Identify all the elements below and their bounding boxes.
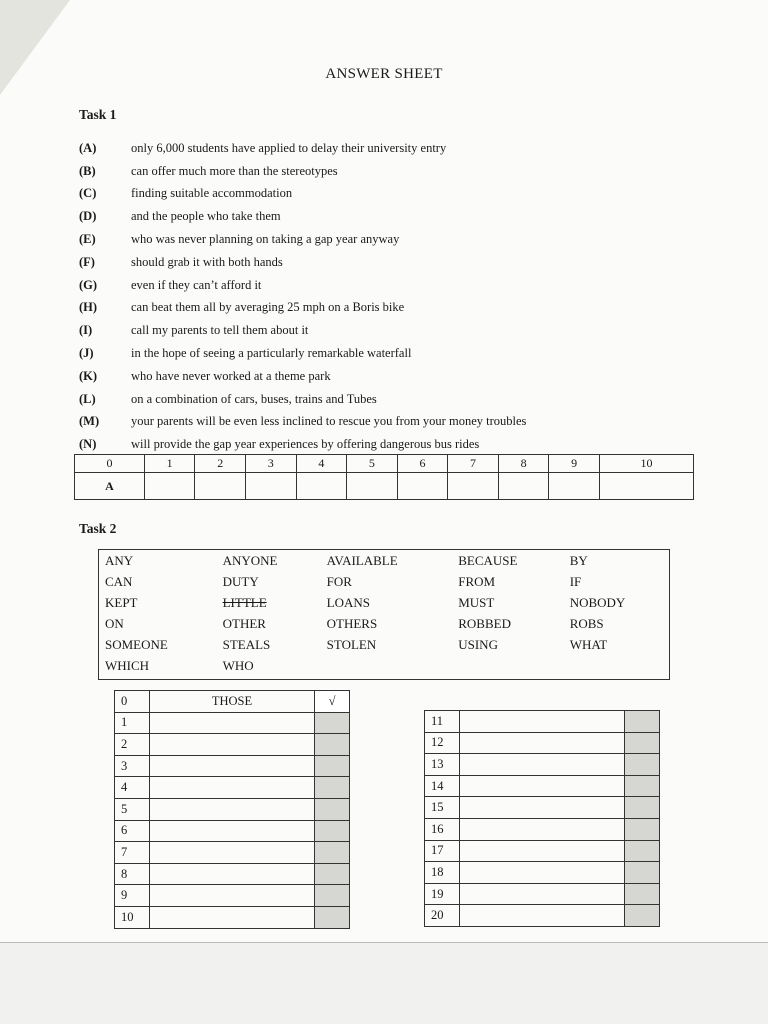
task2-answer-row [425,711,660,733]
task2-word-row [99,613,669,634]
task2-check-cell [315,842,350,864]
task2-answer-row [115,798,350,820]
task1-options-list [79,137,699,456]
task2-check-cell [315,906,350,928]
task2-word: STOLEN [326,636,377,652]
task2-check-cell [315,798,350,820]
task1-grid-answer-cell[interactable] [347,473,398,500]
task1-option-letter: (E) [79,232,96,247]
task2-answer-cell[interactable] [460,775,625,797]
task2-answer-cell[interactable] [150,777,315,799]
task1-option-letter: (J) [79,346,94,361]
task2-word: ROBBED [458,615,511,631]
task2-question-number: 18 [425,862,460,884]
task1-grid-number-cell: 7 [448,455,499,473]
task1-grid-answer-cell[interactable] [498,473,549,500]
task2-question-number: 7 [115,842,150,864]
page-title: ANSWER SHEET [325,66,443,82]
task2-check-cell [625,905,660,927]
task2-answer-cell[interactable] [150,798,315,820]
task1-grid-answer-cell[interactable] [549,473,600,500]
task2-word: FOR [326,573,352,589]
task2-question-number: 1 [115,712,150,734]
task1-option-item [79,342,699,365]
task2-answer-cell[interactable] [150,755,315,777]
task1-option-letter: (K) [79,368,98,383]
task1-grid-answer-cell[interactable] [296,473,347,500]
task2-answer-row [425,883,660,905]
task2-word: ANYONE [222,552,278,568]
task2-answer-row [115,820,350,842]
task2-answer-row [115,691,350,713]
task2-word: SOMEONE [105,636,168,652]
task2-answer-cell[interactable] [150,820,315,842]
task2-question-number: 12 [425,732,460,754]
task1-option-item [79,228,699,251]
task2-word: BY [569,552,588,568]
task1-grid-number-cell: 4 [296,455,347,473]
task1-option-item [79,297,699,320]
task1-option-item [79,388,699,411]
task2-word-row [99,634,669,655]
task1-option-item [79,411,699,434]
task2-check-cell [625,797,660,819]
task2-question-number: 19 [425,883,460,905]
task2-word: DUTY [222,573,259,589]
task2-word: LITTLE [222,594,267,610]
task1-grid-answer-cell[interactable] [195,473,246,500]
task2-question-number: 14 [425,775,460,797]
task1-grid-number-row [75,455,694,473]
task2-word-table [99,550,669,676]
task2-answer-cell[interactable] [460,797,625,819]
task1-grid-number-cell: 10 [599,455,693,473]
task1-option-text: only 6,000 students have applied to delay their university entry [131,140,447,155]
task1-heading: Task 1 [79,107,117,122]
task2-answer-row [425,862,660,884]
task2-check-cell [625,862,660,884]
task2-word: BECAUSE [458,552,518,568]
task2-answer-row [115,842,350,864]
task2-word-box [98,549,670,680]
task2-word-row [99,655,669,676]
task1-grid-example-answer: A [75,473,145,500]
task2-word: KEPT [105,594,138,610]
task1-option-text: who was never planning on taking a gap year anyway [131,232,400,247]
task2-word-row [99,571,669,592]
task2-check-cell [315,734,350,756]
task2-answer-cell[interactable] [460,905,625,927]
task2-word: OTHER [222,615,266,631]
task2-heading: Task 2 [79,521,117,536]
task1-grid-number-cell: 2 [195,455,246,473]
task1-grid-number-cell: 0 [75,455,145,473]
task2-question-number: 9 [115,885,150,907]
task2-question-number: 2 [115,734,150,756]
task2-check-cell [625,711,660,733]
task2-word: MUST [458,594,495,610]
task1-option-text: finding suitable accommodation [131,186,293,201]
task2-answer-row [115,906,350,928]
task1-option-item [79,365,699,388]
task1-option-letter: (N) [79,437,97,452]
task2-answer-cell[interactable] [150,885,315,907]
task2-answer-cell[interactable] [460,711,625,733]
task1-option-letter: (F) [79,254,95,269]
task2-word-row [99,592,669,613]
task1-option-letter: (A) [79,140,97,155]
task2-answer-cell[interactable] [150,863,315,885]
task2-word: AVAILABLE [326,552,398,568]
task2-question-number: 5 [115,798,150,820]
task2-question-number: 16 [425,818,460,840]
task2-word: CAN [105,573,133,589]
task2-answer-row [115,885,350,907]
task2-answer-row [115,863,350,885]
task2-answer-cell[interactable] [150,906,315,928]
task2-check-cell [625,883,660,905]
task2-answer-row [115,755,350,777]
task2-answer-cell[interactable] [460,754,625,776]
task1-option-text: can beat them all by averaging 25 mph on a Boris bike [131,300,405,315]
task2-question-number: 10 [115,906,150,928]
task1-grid-number-cell: 8 [498,455,549,473]
task1-option-item [79,137,699,160]
task1-option-item [79,251,699,274]
task2-word: WHICH [105,657,150,673]
task2-answer-cell[interactable] [460,840,625,862]
task2-answer-cell[interactable] [150,842,315,864]
task1-option-text: who have never worked at a theme park [131,368,331,383]
task2-word: ON [105,615,124,631]
task2-answer-row [425,840,660,862]
task2-word: LOANS [326,594,370,610]
task2-answer-cell[interactable] [460,818,625,840]
task2-check-cell [315,885,350,907]
task2-answer-row [425,818,660,840]
task2-question-number: 6 [115,820,150,842]
task1-option-text: call my parents to tell them about it [131,323,309,338]
task2-word: FROM [458,573,496,589]
task2-answer-cell[interactable] [150,712,315,734]
task1-option-text: can offer much more than the stereotypes [131,163,338,178]
task2-word [452,655,563,676]
task1-grid-answer-cell[interactable] [397,473,448,500]
task1-grid-answer-cell[interactable] [448,473,499,500]
task1-option-text: in the hope of seeing a particularly remarkable waterfall [131,346,412,361]
task1-option-text: on a combination of cars, buses, trains and Tubes [131,391,377,406]
task2-question-number: 13 [425,754,460,776]
task2-answer-row [425,797,660,819]
task2-check-cell [625,732,660,754]
task1-option-letter: (H) [79,300,98,315]
task1-grid-number-cell: 5 [347,455,398,473]
task2-check-cell [315,712,350,734]
task2-question-number: 3 [115,755,150,777]
task2-word: WHO [222,657,254,673]
task1-option-item [79,319,699,342]
task1-option-text: even if they can’t afford it [131,277,262,292]
task1-grid-number-cell: 9 [549,455,600,473]
task1-grid-answer-cell[interactable] [599,473,693,500]
task1-option-text: should grab it with both hands [131,254,283,269]
task2-answer-cell[interactable] [150,734,315,756]
task1-grid-answer-cell[interactable] [246,473,297,500]
task2-question-number: 15 [425,797,460,819]
task2-word: USING [458,636,498,652]
task2-answer-cell[interactable] [460,732,625,754]
task1-grid-answer-row [75,473,694,500]
task2-word: STEALS [222,636,271,652]
task1-grid-answer-cell[interactable] [144,473,195,500]
task2-answer-row [425,754,660,776]
task1-option-letter: (G) [79,277,98,292]
task1-option-letter: (I) [79,323,93,338]
task1-option-letter: (M) [79,414,100,429]
task2-answer-row [425,905,660,927]
task2-check-cell [625,818,660,840]
task2-word: OTHERS [326,615,378,631]
task2-answer-row [115,734,350,756]
task2-question-number: 20 [425,905,460,927]
task2-question-number: 8 [115,863,150,885]
task2-answer-row [115,712,350,734]
task2-question-number: 4 [115,777,150,799]
task1-option-letter: (C) [79,186,97,201]
task1-option-letter: (L) [79,391,96,406]
task2-check-cell [625,775,660,797]
task2-word [564,655,669,676]
task2-word: ROBS [569,615,604,631]
task1-option-item [79,183,699,206]
task2-answer-grid-left [114,690,350,929]
task2-word: WHAT [569,636,608,652]
task2-answer-cell: THOSE [150,691,315,713]
task2-word [321,655,453,676]
task2-word-row [99,550,669,571]
task2-answer-row [425,732,660,754]
task2-check-cell [315,755,350,777]
task2-check-cell [315,863,350,885]
task1-option-text: your parents will be even less inclined to rescue you from your money troubles [131,414,527,429]
task2-question-number: 11 [425,711,460,733]
task2-answer-cell[interactable] [460,883,625,905]
task2-word: IF [569,573,582,589]
task2-check-cell: √ [315,691,350,713]
task1-option-item [79,205,699,228]
task2-check-cell [315,820,350,842]
task2-check-cell [315,777,350,799]
task1-grid-number-cell: 3 [246,455,297,473]
task2-check-cell [625,754,660,776]
task1-option-item [79,160,699,183]
task1-option-text: will provide the gap year experiences by offering dangerous bus rides [131,437,480,452]
task2-answer-row [115,777,350,799]
task2-check-cell [625,840,660,862]
task2-word: NOBODY [569,594,626,610]
task2-question-number: 0 [115,691,150,713]
task2-answer-row [425,775,660,797]
task1-option-letter: (D) [79,209,97,224]
task1-option-item [79,433,699,456]
task2-answer-cell[interactable] [460,862,625,884]
task1-grid-number-cell: 6 [397,455,448,473]
task2-answer-grid-right [424,710,660,927]
task1-option-text: and the people who take them [131,209,281,224]
task1-option-item [79,274,699,297]
task2-word: ANY [105,552,134,568]
task1-answer-grid [74,454,694,500]
task1-option-letter: (B) [79,163,96,178]
task2-question-number: 17 [425,840,460,862]
task1-grid-number-cell: 1 [144,455,195,473]
